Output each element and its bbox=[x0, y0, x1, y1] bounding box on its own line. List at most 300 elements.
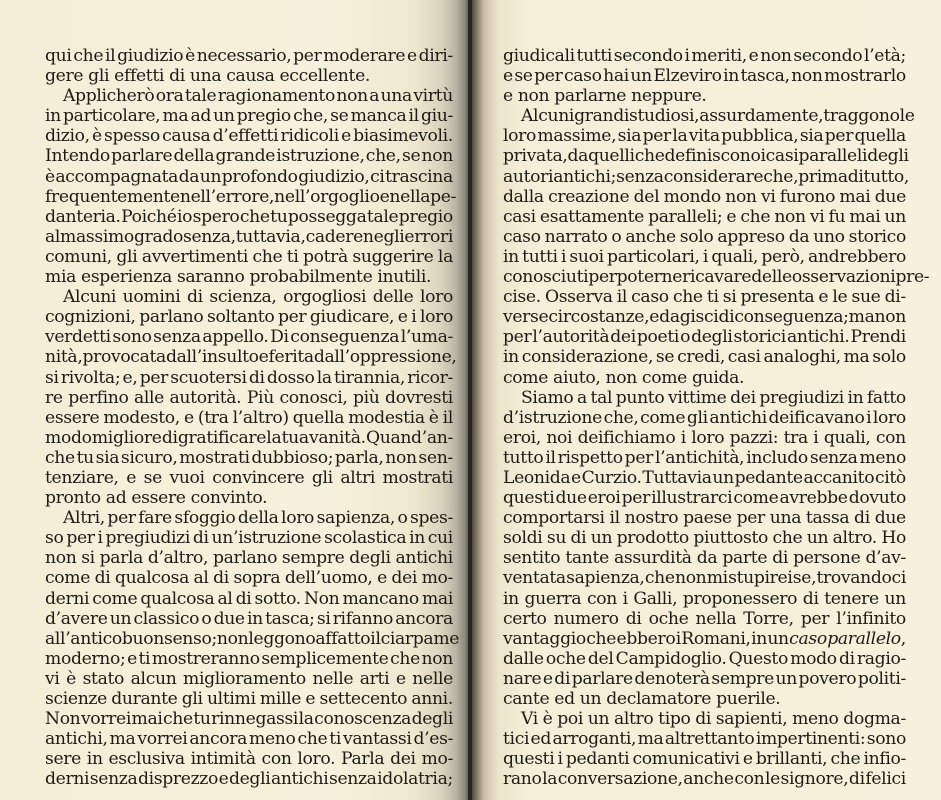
word: intimità bbox=[190, 749, 256, 770]
word: caso bbox=[631, 287, 669, 308]
word: grado bbox=[133, 226, 184, 247]
word: derni bbox=[45, 588, 90, 609]
word: di bbox=[695, 709, 712, 730]
word: ventata bbox=[503, 568, 566, 589]
word: l’antichità, bbox=[654, 447, 745, 468]
word: loro bbox=[419, 307, 453, 328]
word: che, bbox=[763, 166, 799, 187]
word: pregiudizi bbox=[105, 528, 191, 549]
text-line bbox=[503, 729, 906, 749]
word: mostrarlo bbox=[824, 66, 906, 87]
word: orgogliosi bbox=[283, 287, 367, 308]
word: anche bbox=[625, 226, 676, 247]
word: senza, bbox=[183, 226, 236, 247]
word: qui bbox=[45, 46, 72, 66]
word: il bbox=[104, 46, 116, 66]
word: studiosi, bbox=[629, 106, 700, 127]
word: dubbioso; bbox=[251, 447, 334, 468]
word: un bbox=[109, 608, 132, 629]
word: parlano bbox=[212, 548, 278, 569]
word: ma bbox=[162, 106, 189, 127]
word: accompagnata bbox=[55, 166, 179, 187]
word: sapienti, bbox=[715, 709, 788, 730]
word: pubblica, bbox=[721, 126, 799, 147]
word: includo bbox=[746, 447, 808, 468]
word: autori bbox=[503, 166, 554, 187]
word: e bbox=[126, 467, 137, 488]
word: se bbox=[330, 106, 349, 127]
word: un bbox=[806, 528, 829, 549]
text-line bbox=[503, 548, 906, 568]
word: conseguenza; bbox=[734, 307, 849, 328]
word: parlano bbox=[139, 307, 204, 328]
text-line bbox=[45, 548, 453, 568]
word: certo bbox=[503, 608, 547, 629]
word: pregio bbox=[398, 206, 453, 227]
word: per bbox=[800, 608, 830, 629]
word: Altri, bbox=[63, 508, 105, 529]
word: un bbox=[775, 668, 797, 689]
word: che bbox=[740, 206, 771, 227]
text-line bbox=[503, 488, 906, 508]
word: un bbox=[884, 206, 906, 227]
word: si bbox=[316, 608, 331, 629]
word: come bbox=[641, 367, 687, 388]
word: alcun bbox=[130, 668, 177, 689]
word: non bbox=[385, 447, 417, 468]
word: pe- bbox=[430, 186, 457, 207]
word: ricor- bbox=[407, 367, 453, 388]
word: due bbox=[213, 608, 245, 629]
word: modestia bbox=[348, 407, 425, 428]
word: provocata bbox=[82, 347, 166, 368]
word: danteria. bbox=[45, 206, 121, 227]
word: che bbox=[644, 568, 675, 589]
word: d’avere bbox=[45, 608, 108, 629]
word: ma bbox=[637, 729, 664, 750]
word: uno bbox=[813, 226, 845, 247]
word: tenere bbox=[824, 588, 879, 609]
word: cognizioni, bbox=[45, 307, 136, 328]
word: i bbox=[684, 46, 690, 66]
word: sia bbox=[95, 447, 120, 468]
text-line bbox=[45, 347, 457, 368]
word: al bbox=[45, 226, 61, 247]
word: prima bbox=[798, 166, 848, 187]
word: parlare bbox=[571, 668, 633, 689]
word: che bbox=[672, 287, 703, 308]
word: un bbox=[630, 66, 652, 87]
word: che bbox=[772, 528, 803, 549]
word: privata, bbox=[503, 146, 568, 167]
word: avrebbe bbox=[779, 488, 848, 509]
word: dall’oppressione, bbox=[313, 347, 457, 368]
word: sempre bbox=[281, 548, 345, 569]
word: meriti, bbox=[691, 46, 747, 66]
word: più bbox=[352, 387, 380, 408]
text-line bbox=[503, 589, 906, 609]
word: settecento bbox=[319, 689, 408, 709]
word: e, bbox=[122, 367, 138, 388]
word: Tuttavia bbox=[642, 467, 712, 488]
word: in bbox=[503, 347, 519, 368]
word: per bbox=[139, 367, 169, 388]
word: probabilmente bbox=[249, 267, 373, 288]
word: Siamo bbox=[521, 387, 574, 408]
word: uomini bbox=[122, 287, 181, 308]
word: verse bbox=[503, 307, 549, 328]
word: ora bbox=[155, 86, 184, 107]
word: senso; bbox=[164, 628, 217, 649]
word: e bbox=[305, 689, 316, 709]
word: anni. bbox=[411, 689, 453, 709]
word: i bbox=[622, 588, 628, 609]
word: in bbox=[723, 66, 739, 87]
word: di bbox=[192, 528, 209, 549]
word: Campidoglio. bbox=[615, 648, 727, 669]
word: vantaggio bbox=[503, 628, 586, 649]
word: questi bbox=[503, 488, 555, 509]
word: rinnegassi bbox=[211, 709, 299, 730]
right-page-text bbox=[503, 46, 930, 790]
word: e bbox=[571, 467, 581, 488]
word: una bbox=[769, 508, 802, 529]
word: Alcuni bbox=[521, 106, 575, 127]
word: storico bbox=[848, 226, 906, 247]
word: tirannia, bbox=[333, 367, 406, 388]
word: mia bbox=[45, 267, 76, 288]
word: i bbox=[97, 528, 103, 549]
word: che, bbox=[603, 407, 639, 428]
word: questi bbox=[503, 749, 555, 770]
word: sfoggio bbox=[174, 508, 236, 529]
word: come bbox=[503, 367, 549, 388]
word: paralleli bbox=[798, 146, 868, 167]
word: d’effetti bbox=[212, 126, 279, 147]
word: Di bbox=[270, 327, 289, 348]
word: casi bbox=[727, 347, 761, 368]
word: comuni, bbox=[45, 246, 112, 267]
word: il bbox=[442, 407, 453, 428]
word: scuotersi bbox=[170, 367, 247, 388]
word: di bbox=[802, 588, 819, 609]
word: nell’orgoglio bbox=[274, 186, 380, 207]
word: su bbox=[546, 528, 567, 549]
word: tenziare, bbox=[45, 467, 119, 488]
word: io bbox=[177, 206, 193, 227]
word: una bbox=[189, 66, 222, 87]
word: mo- bbox=[421, 568, 453, 589]
text-line bbox=[45, 227, 453, 247]
text-line bbox=[503, 207, 906, 227]
word: i bbox=[560, 246, 567, 267]
word: tutti bbox=[522, 246, 558, 267]
word: inutili. bbox=[377, 267, 432, 288]
word: antichi, bbox=[45, 729, 108, 750]
word: in bbox=[86, 749, 103, 770]
word: e bbox=[542, 668, 553, 689]
word: verdetti bbox=[45, 327, 111, 348]
word: non bbox=[216, 628, 249, 649]
word: massimo bbox=[60, 226, 134, 247]
word: Applicherò bbox=[63, 86, 155, 107]
word: sapienza, bbox=[566, 568, 645, 589]
word: ferita bbox=[268, 347, 314, 368]
word: semplicemente bbox=[261, 648, 389, 669]
word: si bbox=[722, 287, 737, 308]
word: solo bbox=[872, 347, 906, 368]
word: comportarsi bbox=[503, 508, 605, 529]
word: se, bbox=[792, 568, 817, 589]
word: tale bbox=[366, 206, 399, 227]
word: trovandoci bbox=[816, 568, 906, 589]
word: pregiudizi bbox=[759, 387, 844, 408]
word: e bbox=[748, 46, 759, 66]
word: d’av- bbox=[865, 548, 906, 569]
word: in bbox=[409, 528, 425, 549]
word: la bbox=[437, 246, 453, 267]
word: potrà bbox=[302, 246, 348, 267]
word: Quand’an- bbox=[365, 427, 453, 448]
word: tutti bbox=[576, 46, 613, 66]
word: dei bbox=[390, 749, 416, 770]
word: tu bbox=[76, 447, 94, 468]
word: di bbox=[554, 668, 571, 689]
word: in bbox=[847, 387, 864, 408]
word: e bbox=[379, 186, 390, 207]
word: in bbox=[503, 246, 519, 267]
word: sempre bbox=[711, 668, 774, 689]
word: gli bbox=[116, 246, 138, 267]
word: ti bbox=[286, 246, 299, 267]
word: con bbox=[734, 769, 765, 790]
word: essere bbox=[45, 407, 100, 428]
word: convinto. bbox=[190, 488, 268, 509]
word: presenta bbox=[740, 287, 815, 308]
word: frequentemente bbox=[45, 186, 180, 207]
left-page bbox=[0, 0, 470, 800]
word: la bbox=[542, 769, 558, 790]
word: mondo bbox=[663, 186, 721, 207]
word: antichi bbox=[270, 769, 329, 790]
word: mostreranno bbox=[151, 648, 260, 669]
word: qualcosa bbox=[114, 568, 189, 589]
word: di bbox=[161, 427, 178, 448]
text-line bbox=[503, 649, 906, 669]
word: il bbox=[408, 106, 419, 127]
word: eccellente. bbox=[279, 66, 371, 87]
word: di bbox=[213, 568, 229, 589]
word: antichi; bbox=[553, 166, 617, 187]
word: eroi bbox=[587, 488, 621, 509]
word: grandi bbox=[574, 106, 630, 127]
word: da bbox=[567, 146, 589, 167]
word: è bbox=[428, 407, 439, 428]
word: dell’uomo, bbox=[284, 568, 373, 589]
word: nell’errore, bbox=[179, 186, 275, 207]
word: Elzeviro bbox=[653, 66, 722, 87]
word: loro bbox=[691, 427, 725, 448]
word: spero bbox=[192, 206, 240, 227]
italic-word: caso bbox=[789, 628, 827, 649]
word: fu bbox=[828, 206, 846, 227]
word: che bbox=[634, 146, 665, 167]
word: buon bbox=[121, 628, 164, 649]
word: vorrei bbox=[80, 709, 131, 730]
word: numero bbox=[553, 608, 619, 629]
word: cadere bbox=[305, 226, 363, 247]
text-line bbox=[503, 669, 906, 689]
word: giudizio, bbox=[298, 166, 370, 187]
text-line bbox=[503, 267, 930, 288]
text-line bbox=[503, 187, 906, 207]
word: un bbox=[199, 166, 222, 187]
word: quelli bbox=[588, 146, 635, 167]
word: del bbox=[587, 648, 614, 669]
punctuation: , bbox=[900, 628, 906, 649]
word: per bbox=[107, 508, 136, 529]
word: possegga bbox=[287, 206, 367, 227]
word: declamatore bbox=[606, 689, 712, 709]
word: un bbox=[213, 106, 235, 127]
word: mai bbox=[839, 186, 871, 207]
word: credi, bbox=[677, 347, 725, 368]
word: scienze bbox=[45, 689, 107, 709]
word: solo bbox=[679, 226, 714, 247]
word: vorrei bbox=[137, 729, 188, 750]
word: se bbox=[401, 146, 421, 167]
word: come bbox=[92, 588, 138, 609]
word: persone bbox=[793, 548, 861, 569]
word: nità, bbox=[45, 347, 83, 368]
word: anche bbox=[683, 769, 734, 790]
word: un bbox=[884, 588, 906, 609]
word: rispetto bbox=[557, 447, 623, 468]
word: che, bbox=[365, 146, 401, 167]
word: poterne bbox=[616, 267, 683, 288]
word: che bbox=[239, 206, 270, 227]
word: per bbox=[621, 488, 650, 509]
word: nelle bbox=[412, 668, 453, 689]
word: senza bbox=[89, 769, 138, 790]
word: loro bbox=[503, 126, 537, 147]
word: per bbox=[293, 46, 322, 66]
word: in bbox=[45, 106, 61, 127]
word: ciarpame bbox=[380, 628, 460, 649]
word: classico bbox=[133, 608, 200, 629]
word: nella bbox=[695, 608, 737, 629]
text-line bbox=[45, 769, 453, 789]
word: caso bbox=[503, 226, 541, 247]
text-line bbox=[503, 428, 906, 448]
text-line bbox=[45, 207, 453, 227]
word: gli bbox=[686, 407, 708, 428]
word: cise. bbox=[503, 287, 541, 308]
text-line bbox=[503, 347, 906, 367]
text-line bbox=[45, 267, 453, 287]
word: e bbox=[742, 749, 753, 770]
word: sapienza, bbox=[316, 508, 396, 529]
word: dall’insulto bbox=[165, 347, 259, 368]
text-line bbox=[45, 86, 453, 106]
word: puerile. bbox=[716, 689, 781, 709]
word: quali, bbox=[823, 427, 871, 448]
word: loro. bbox=[297, 749, 336, 770]
word: tassa bbox=[805, 508, 850, 529]
word: all’antico bbox=[45, 628, 122, 649]
text-line bbox=[503, 448, 906, 468]
word: degli bbox=[411, 709, 453, 730]
word: di bbox=[838, 648, 855, 669]
word: essere bbox=[131, 488, 186, 509]
word: d’altro, bbox=[147, 548, 209, 569]
text-line bbox=[45, 186, 457, 207]
word: fatto bbox=[866, 387, 906, 408]
word: gere bbox=[45, 66, 84, 87]
word: migliore bbox=[91, 427, 162, 448]
text-line bbox=[45, 106, 453, 126]
word: meno bbox=[859, 447, 906, 468]
text-line bbox=[45, 66, 453, 86]
word: agisci bbox=[669, 307, 719, 328]
word: con bbox=[261, 749, 292, 770]
word: ultimi bbox=[206, 689, 256, 709]
word: spes- bbox=[410, 508, 453, 529]
word: mi bbox=[706, 568, 728, 589]
word: disprezzo bbox=[137, 769, 218, 790]
text-line bbox=[45, 528, 453, 548]
word: pronto bbox=[45, 488, 101, 509]
word: sentito bbox=[503, 548, 561, 569]
word: i bbox=[411, 307, 417, 328]
word: assurdamente, bbox=[699, 106, 824, 127]
word: esattamente bbox=[539, 206, 644, 227]
word: mostrati bbox=[179, 447, 250, 468]
word: le bbox=[764, 769, 780, 790]
text-line bbox=[45, 307, 453, 327]
word: per bbox=[624, 447, 654, 468]
word: i bbox=[557, 749, 563, 770]
word: Leonida bbox=[503, 467, 571, 488]
word: per bbox=[642, 126, 671, 147]
word: Questo bbox=[728, 648, 788, 669]
word: furono bbox=[779, 186, 836, 207]
word: massime, bbox=[537, 126, 617, 147]
word: spesso bbox=[104, 126, 160, 147]
word: vi bbox=[45, 668, 60, 689]
word: loro bbox=[419, 287, 453, 308]
text-line bbox=[45, 589, 453, 609]
word: dalle bbox=[503, 648, 544, 669]
word: considerare bbox=[663, 166, 764, 187]
word: effetti bbox=[114, 66, 165, 87]
word: di bbox=[854, 508, 870, 529]
word: profondo bbox=[221, 166, 298, 187]
word: deificavano bbox=[768, 407, 865, 428]
text-line bbox=[503, 368, 906, 388]
word: casi bbox=[503, 206, 536, 227]
word: assurdità bbox=[613, 548, 692, 569]
text-line bbox=[503, 568, 906, 588]
word: da bbox=[696, 548, 718, 569]
word: come bbox=[45, 568, 91, 589]
word: ridicoli bbox=[280, 126, 339, 147]
word: ricavare bbox=[682, 267, 752, 288]
word: narrato bbox=[544, 226, 608, 247]
word: l’autorità bbox=[532, 327, 610, 348]
word: che, bbox=[293, 106, 329, 127]
word: parlare bbox=[111, 146, 173, 167]
